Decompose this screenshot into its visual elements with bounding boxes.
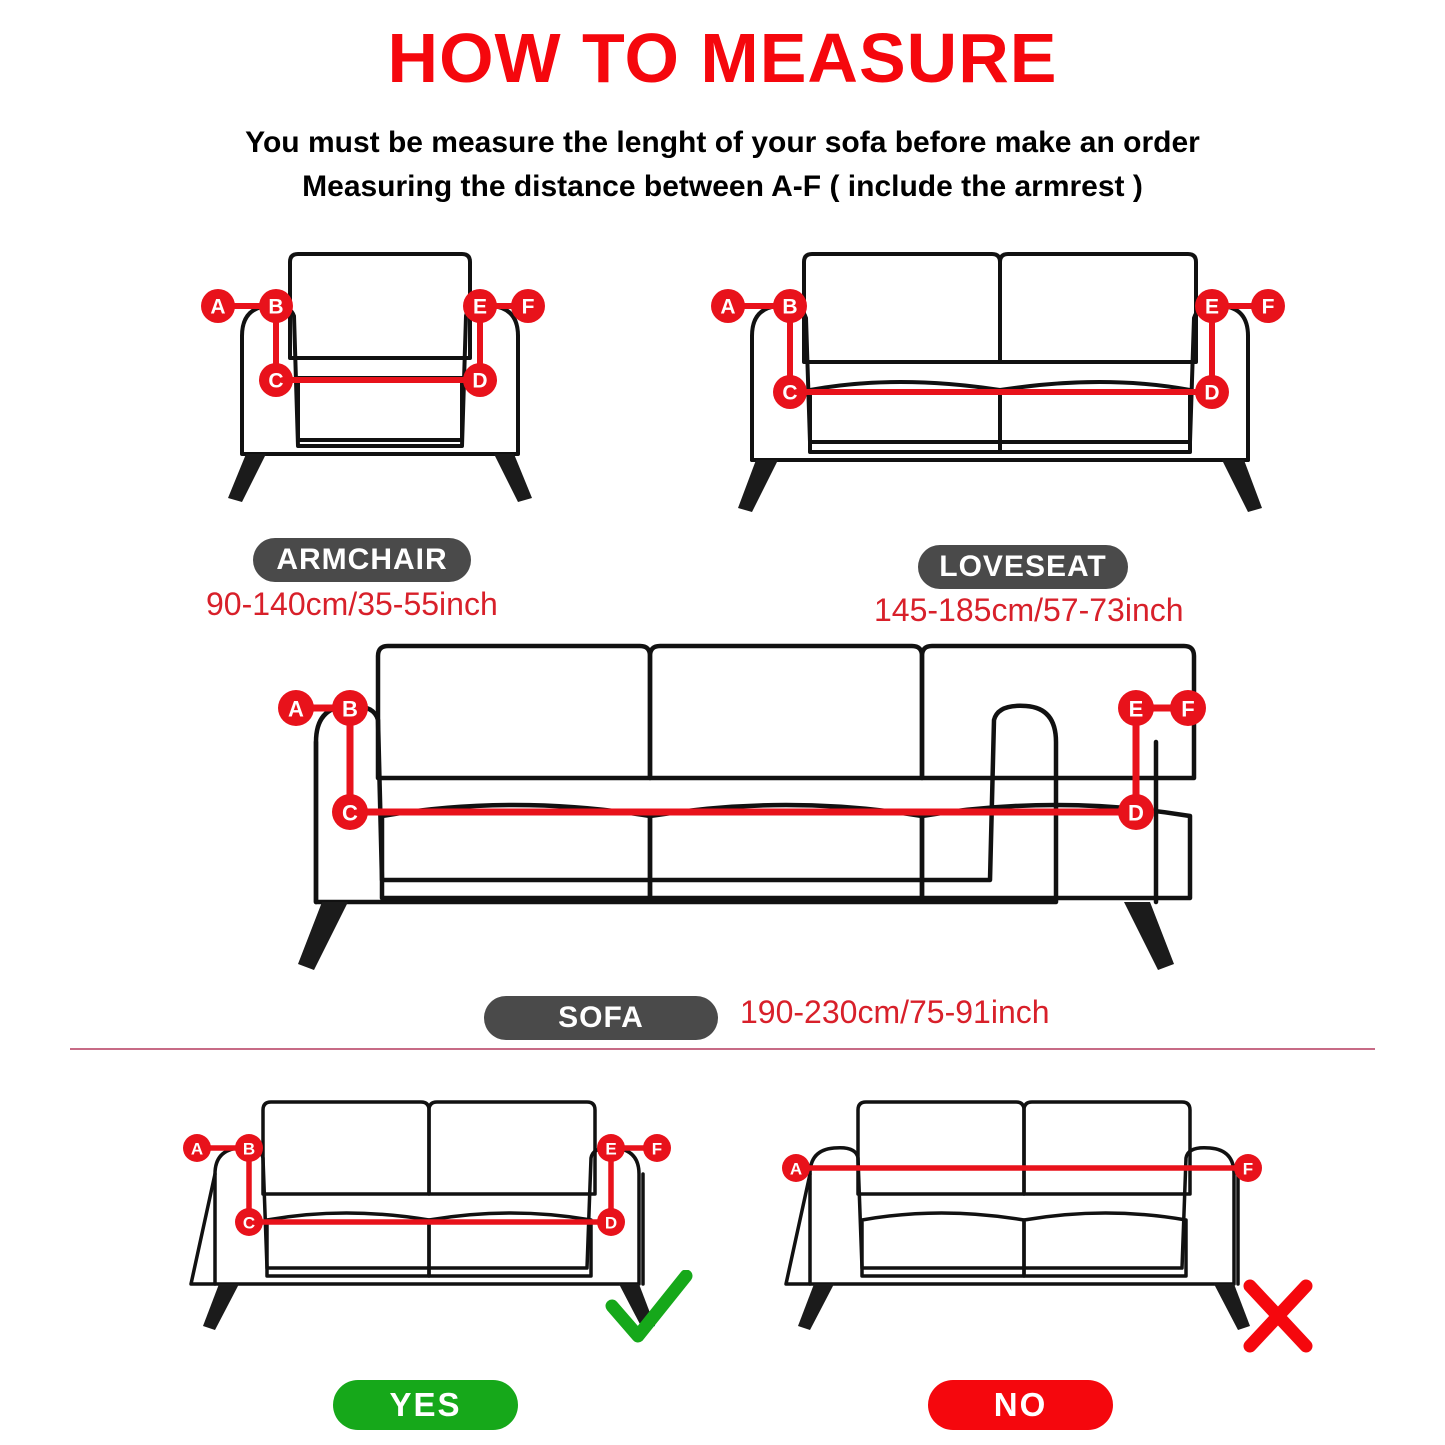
svg-text:F: F	[1242, 1159, 1254, 1179]
yes-badge: YES	[333, 1380, 518, 1430]
svg-text:B: B	[342, 696, 358, 722]
svg-text:A: A	[789, 1159, 803, 1179]
armchair-label: ARMCHAIR	[253, 538, 471, 582]
svg-text:E: E	[1204, 295, 1220, 319]
svg-text:D: D	[1204, 381, 1220, 405]
svg-text:F: F	[651, 1139, 663, 1159]
correct-measurement-diagram	[175, 1090, 675, 1340]
svg-text:F: F	[521, 295, 535, 319]
svg-text:B: B	[782, 295, 798, 319]
svg-text:D: D	[1128, 800, 1144, 826]
subtitle-line-1: You must be measure the lenght of your sofa before make an order	[245, 126, 1200, 159]
subtitle-line-2: Measuring the distance between A-F ( include the armrest )	[302, 170, 1143, 203]
svg-text:A: A	[210, 295, 226, 319]
armchair-dimension: 90-140cm/35-55inch	[206, 586, 498, 622]
svg-text:E: E	[605, 1139, 617, 1159]
incorrect-measurement-diagram	[770, 1090, 1270, 1340]
loveseat-diagram	[700, 240, 1300, 530]
sofa-label: SOFA	[484, 996, 718, 1040]
loveseat-label: LOVESEAT	[918, 545, 1128, 589]
svg-text:C: C	[242, 1213, 256, 1233]
loveseat-dimension: 145-185cm/57-73inch	[874, 592, 1184, 628]
svg-text:F: F	[1261, 295, 1275, 319]
svg-text:C: C	[342, 800, 358, 826]
cross-mark-icon	[1240, 1278, 1316, 1354]
svg-text:E: E	[1128, 696, 1144, 722]
no-badge: NO	[928, 1380, 1113, 1430]
svg-text:D: D	[604, 1213, 618, 1233]
svg-text:B: B	[242, 1139, 256, 1159]
svg-text:C: C	[782, 381, 798, 405]
svg-text:D: D	[472, 369, 488, 393]
svg-text:F: F	[1181, 696, 1195, 722]
sofa-dimension: 190-230cm/75-91inch	[740, 994, 1050, 1030]
section-divider	[70, 1048, 1375, 1050]
svg-text:A: A	[720, 295, 736, 319]
check-mark-icon	[604, 1270, 694, 1350]
svg-text:E: E	[472, 295, 488, 319]
svg-text:A: A	[190, 1139, 204, 1159]
sofa-diagram	[270, 630, 1210, 990]
svg-text:B: B	[268, 295, 284, 319]
page-title: HOW TO MEASURE	[387, 19, 1058, 97]
armchair-diagram	[180, 240, 580, 520]
svg-text:C: C	[268, 369, 284, 393]
svg-text:A: A	[288, 696, 304, 722]
